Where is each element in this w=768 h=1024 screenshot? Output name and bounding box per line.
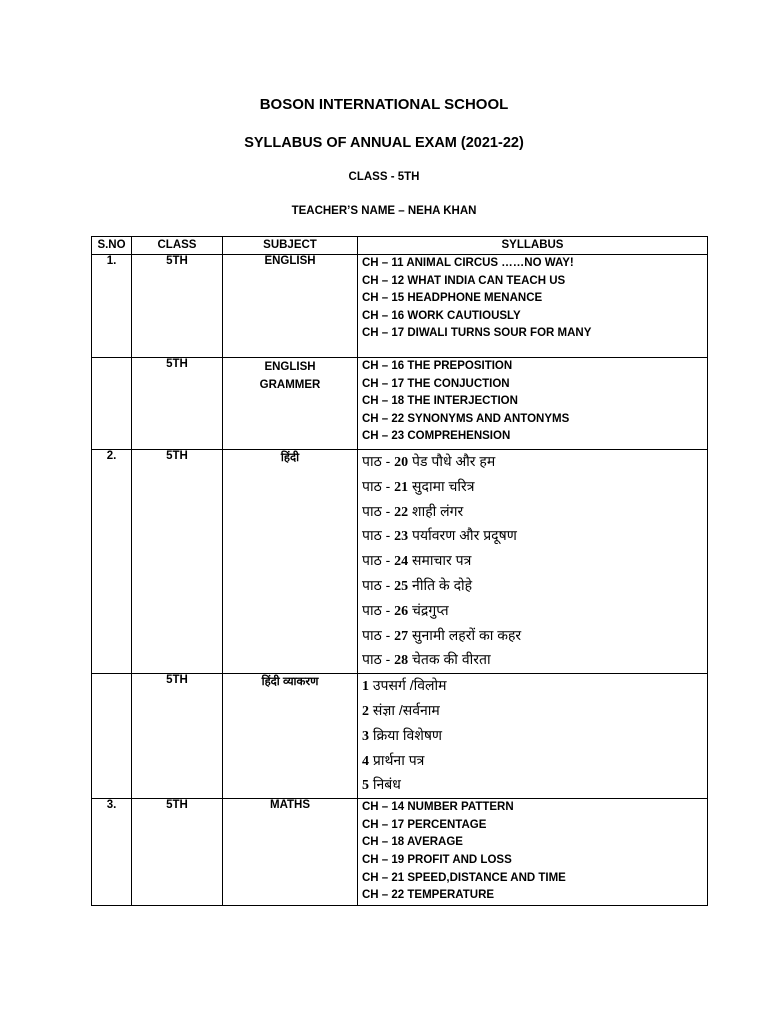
syllabus-cell [358,799,708,906]
subject-cell: MATHS [223,799,358,906]
syllabus-item: CH – 16 WORK CAUTIOUSLY [362,309,521,322]
syllabus-item: पाठ - 25 नीति के दोहे [362,576,473,594]
syllabus-item: CH – 16 THE PREPOSITION [362,360,513,372]
school-name: BOSON INTERNATIONAL SCHOOL [259,96,509,113]
syllabus-item: 2 संज्ञा /सर्वनाम [362,701,440,719]
subject-cell: हिंदी [223,450,358,674]
header-subject: SUBJECT [223,237,358,255]
syllabus-item: CH – 11 ANIMAL CIRCUS ……NO WAY! [362,257,574,269]
syllabus-item: CH – 18 THE INTERJECTION [362,395,518,408]
syllabus-item: CH – 17 PERCENTAGE [362,818,487,831]
syllabus-table [91,236,708,906]
syllabus-cell [358,358,708,450]
sno-cell: 1. [92,255,132,358]
syllabus-item: CH – 21 SPEED,DISTANCE AND TIME [362,871,566,884]
syllabus-item: 5 निबंध [362,776,401,794]
syllabus-item: पाठ - 26 चंद्रगुप्त [362,601,449,619]
syllabus-item: पाठ - 27 सुनामी लहरों का कहर [362,626,522,644]
syllabus-item: CH – 22 TEMPERATURE [362,889,495,902]
syllabus-item: पाठ - 22 शाही लंगर [362,502,464,520]
teacher-name-line: TEACHER’S NAME – NEHA KHAN [291,205,477,217]
syllabus-item: CH – 23 COMPREHENSION [362,430,511,443]
table-row [92,358,708,450]
subject-cell: ENGLISH GRAMMER [223,358,358,450]
subject-cell: ENGLISH [223,255,358,358]
syllabus-item: पाठ - 24 समाचार पत्र [362,552,472,570]
header-class: CLASS [132,237,223,255]
syllabus-item: CH – 12 WHAT INDIA CAN TEACH US [362,274,566,287]
syllabus-item: CH – 19 PROFIT AND LOSS [362,853,512,866]
sno-cell: 2. [92,450,132,674]
syllabus-item: पाठ - 20 पेड पौधे और हम [362,453,496,470]
syllabus-item: 4 प्रार्थना पत्र [362,751,425,769]
class-cell: 5TH [132,674,223,799]
subject-cell: हिंदी व्याकरण [223,674,358,799]
class-cell: 5TH [132,799,223,906]
class-cell: 5TH [132,255,223,358]
table-row [92,674,708,799]
sno-cell [92,674,132,799]
syllabus-item: 3 क्रिया विशेषण [362,726,443,744]
syllabus-item: CH – 18 AVERAGE [362,836,463,849]
class-cell: 5TH [132,358,223,450]
syllabus-item: CH – 15 HEADPHONE MENANCE [362,292,543,305]
syllabus-item: CH – 17 DIWALI TURNS SOUR FOR MANY [362,327,592,340]
syllabus-item: पाठ - 28 चेतक की वीरता [362,651,491,669]
syllabus-cell [358,674,708,799]
table-row [92,799,708,906]
table-row [92,255,708,358]
table-header-row [92,237,708,255]
syllabus-cell [358,450,708,674]
syllabus-item: CH – 14 NUMBER PATTERN [362,801,514,814]
header-syllabus: SYLLABUS [358,237,708,255]
header-sno: S.NO [92,237,132,255]
table-row [92,450,708,674]
exam-title: SYLLABUS OF ANNUAL EXAM (2021-22) [244,135,524,151]
sno-cell [92,358,132,450]
class-cell: 5TH [132,450,223,674]
syllabus-cell [358,255,708,358]
sno-cell: 3. [92,799,132,906]
syllabus-item: CH – 22 SYNONYMS AND ANTONYMS [362,412,570,425]
syllabus-item: पाठ - 23 पर्यावरण और प्रदूषण [362,527,517,545]
syllabus-item: पाठ - 21 सुदामा चरित्र [362,477,475,495]
syllabus-item: CH – 17 THE CONJUCTION [362,377,510,390]
syllabus-item: 1 उपसर्ग /विलोम [362,677,447,695]
class-line: CLASS - 5TH [348,171,420,183]
